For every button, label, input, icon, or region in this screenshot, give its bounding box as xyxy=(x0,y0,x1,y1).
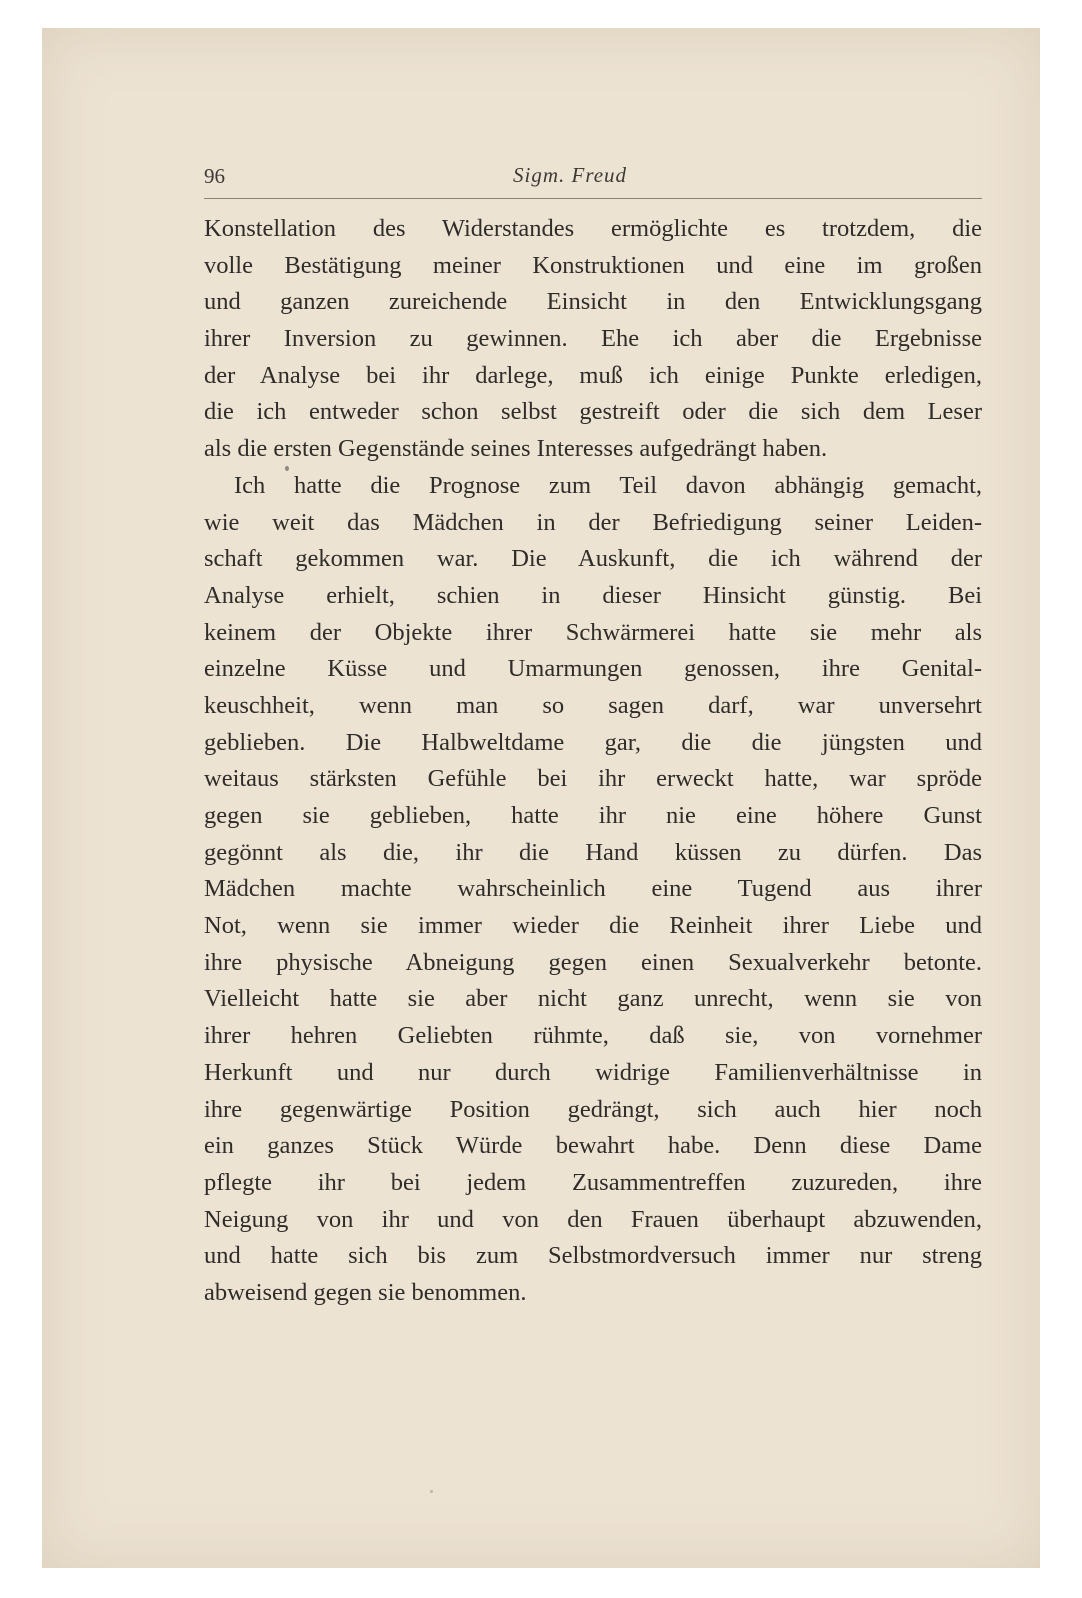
text-line: Analyse erhielt, schien in dieser Hinsicht günstig. Bei xyxy=(204,581,982,609)
text-line: abweisend gegen sie benommen. xyxy=(204,1278,527,1306)
paragraph-start-line: Ich hatte die Prognose zum Teil davon abhängig gemacht, xyxy=(234,471,982,499)
text-line: gegen sie geblieben, hatte ihr nie eine höhere Gunst xyxy=(204,802,982,829)
text-line: keinem der Objekte ihrer Schwärmerei hatte sie mehr als xyxy=(204,618,982,646)
text-line: Vielleicht hatte sie aber nicht ganz unrecht, wenn sie von xyxy=(204,985,982,1013)
text-line: Not, wenn sie immer wieder die Reinheit ihrer Liebe und xyxy=(204,912,982,940)
text-line: geblieben. Die Halbweltdame gar, die die jüngsten und xyxy=(204,728,982,756)
ink-speck xyxy=(285,466,289,471)
text-line: keuschheit, wenn man so sagen darf, war unversehrt xyxy=(204,691,982,719)
text-line: ihre gegenwärtige Position gedrängt, sich auch hier noch xyxy=(204,1095,982,1123)
text-line: die ich entweder schon selbst gestreift oder die sich dem Leser xyxy=(204,398,982,426)
text-line: ihre physische Abneigung gegen einen Sexualverkehr betonte. xyxy=(204,948,982,976)
page-number: 96 xyxy=(204,164,225,188)
text-line: Mädchen machte wahrscheinlich eine Tugend aus ihrer xyxy=(204,875,982,903)
text-line: als die ersten Gegenstände seines Interesses aufgedrängt haben. xyxy=(204,435,828,463)
text-line: der Analyse bei ihr darlege, muß ich einige Punkte erledigen, xyxy=(204,361,982,389)
body-text xyxy=(204,211,982,1312)
text-line: ihrer Inversion zu gewinnen. Ehe ich aber die Ergebnisse xyxy=(204,325,982,353)
text-line: einzelne Küsse und Umarmungen genossen, ihre Genital- xyxy=(204,655,982,683)
running-head-author: Sigm. Freud xyxy=(513,163,628,187)
text-line: schaft gekommen war. Die Auskunft, die ich während der xyxy=(204,545,982,573)
text-line: Neigung von ihr und von den Frauen überhaupt abzuwenden, xyxy=(204,1205,982,1233)
text-line: ein ganzes Stück Würde bewahrt habe. Denn diese Dame xyxy=(204,1132,982,1160)
text-line: Herkunft und nur durch widrige Familienverhältnisse in xyxy=(204,1058,982,1086)
text-line: gegönnt als die, ihr die Hand küssen zu dürfen. Das xyxy=(204,838,982,866)
text-line: und hatte sich bis zum Selbstmordversuch immer nur streng xyxy=(204,1242,982,1270)
ink-speck xyxy=(430,1490,433,1493)
text-line: volle Bestätigung meiner Konstruktionen und eine im großen xyxy=(204,251,982,279)
text-line: und ganzen zureichende Einsicht in den Entwicklungsgang xyxy=(204,288,982,316)
running-head xyxy=(204,160,982,199)
text-line: wie weit das Mädchen in der Befriedigung seiner Leiden- xyxy=(204,508,982,536)
text-line: Konstellation des Widerstandes ermöglichte es trotzdem, die xyxy=(204,215,982,242)
text-line: ihrer hehren Geliebten rühmte, daß sie, von vornehmer xyxy=(204,1022,982,1050)
text-line: pflegte ihr bei jedem Zusammentreffen zuzureden, ihre xyxy=(204,1168,982,1196)
text-line: weitaus stärksten Gefühle bei ihr erweckt hatte, war spröde xyxy=(204,765,982,793)
